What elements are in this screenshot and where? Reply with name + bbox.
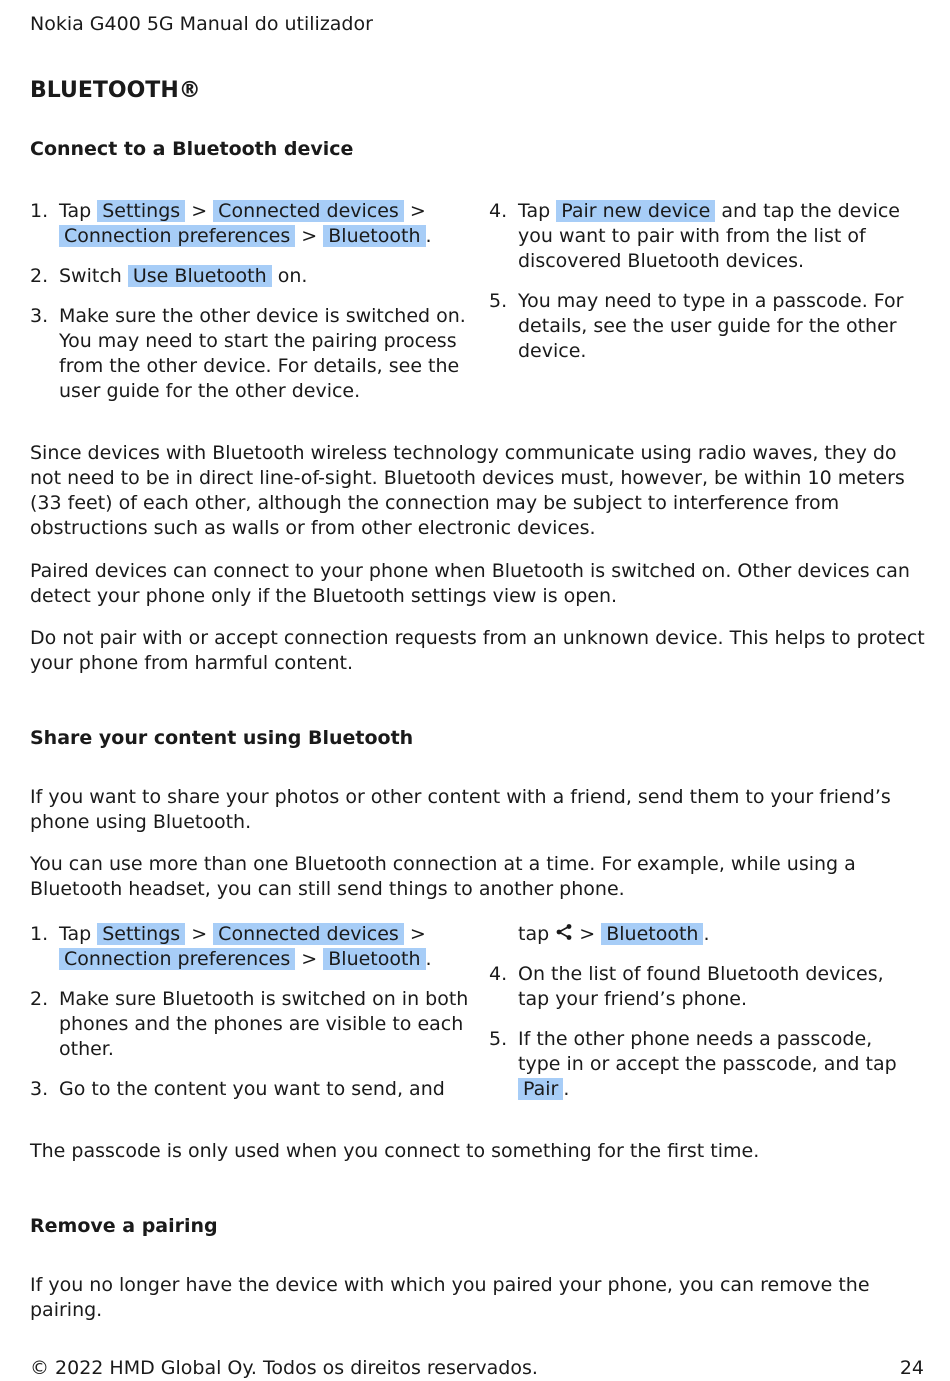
heading-remove: Remove a pairing (30, 1215, 218, 1237)
page-number: 24 (899, 1357, 924, 1379)
section-title: BLUETOOTH® (30, 78, 201, 103)
list-item: 1. Tap Settings > Connected devices > Connection preferences > Bluetooth . (30, 923, 432, 970)
ui-connected-devices: Connected devices (213, 923, 404, 945)
ui-bluetooth: Bluetooth (323, 948, 425, 970)
paragraph: Since devices with Bluetooth wireless technology communicate using radio waves, they do not need to be in direct line-of-sight. Bluetooth devices must, however, be within 10 meters (33 feet) of each other, although the connection may be subject to interference from obstructions such as walls or from other electronic devices. (30, 442, 905, 539)
ui-settings: Settings (97, 923, 185, 945)
connect-steps-left (30, 199, 470, 419)
paragraph: The passcode is only used when you connect to something for the first time. (30, 1140, 760, 1162)
share-steps-left (30, 922, 470, 1117)
ui-settings: Settings (97, 200, 185, 222)
ui-bluetooth: Bluetooth (323, 225, 425, 247)
connect-steps-right (489, 199, 919, 379)
list-item: 4. On the list of found Bluetooth devices, tap your friend’s phone. (489, 963, 884, 1010)
ui-connection-preferences: Connection preferences (59, 225, 295, 247)
list-item: 5. If the other phone needs a passcode, type in or accept the passcode, and tap Pair . (489, 1028, 897, 1100)
paragraph: If you no longer have the device with which you paired your phone, you can remove the pairing. (30, 1274, 870, 1321)
paragraph: If you want to share your photos or other content with a friend, send them to your friend’s phone using Bluetooth. (30, 786, 891, 833)
ui-pair: Pair (518, 1078, 563, 1100)
share-steps-right (489, 922, 919, 1117)
paragraph: You can use more than one Bluetooth connection at a time. For example, while using a Bluetooth headset, you can still send things to another phone. (30, 853, 856, 900)
ui-use-bluetooth: Use Bluetooth (128, 265, 272, 287)
list-item: 1. Tap Settings > Connected devices > Connection preferences > Bluetooth . (30, 200, 432, 247)
ui-pair-new-device: Pair new device (556, 200, 715, 222)
paragraph: Paired devices can connect to your phone when Bluetooth is switched on. Other devices can detect your phone only if the Bluetooth settings view is open. (30, 560, 910, 607)
heading-share: Share your content using Bluetooth (30, 727, 414, 749)
list-item: 5. You may need to type in a passcode. For details, see the user guide for the other device. (489, 290, 904, 362)
list-item: 3. Make sure the other device is switched on. You may need to start the pairing process from the other device. For details, see the user guide for the other device. (30, 305, 466, 402)
list-item: 2. Switch Use Bluetooth on. (30, 265, 308, 287)
list-item: 4. Tap Pair new device and tap the device you want to pair with from the list of discovered Bluetooth devices. (489, 200, 900, 272)
ui-connection-preferences: Connection preferences (59, 948, 295, 970)
ui-bluetooth: Bluetooth (601, 923, 703, 945)
list-item: 3. Go to the content you want to send, and (30, 1078, 445, 1100)
list-item: 2. Make sure Bluetooth is switched on in both phones and the phones are visible to each other. (30, 988, 469, 1060)
page-header: Nokia G400 5G Manual do utilizador (30, 13, 373, 35)
footer-copyright: © 2022 HMD Global Oy. Todos os direitos reservados. (30, 1357, 538, 1379)
list-item-continued: tap > Bluetooth . (518, 923, 710, 945)
heading-connect: Connect to a Bluetooth device (30, 138, 354, 160)
share-icon (555, 923, 573, 941)
ui-connected-devices: Connected devices (213, 200, 404, 222)
paragraph: Do not pair with or accept connection requests from an unknown device. This helps to protect your phone from harmful content. (30, 627, 925, 674)
